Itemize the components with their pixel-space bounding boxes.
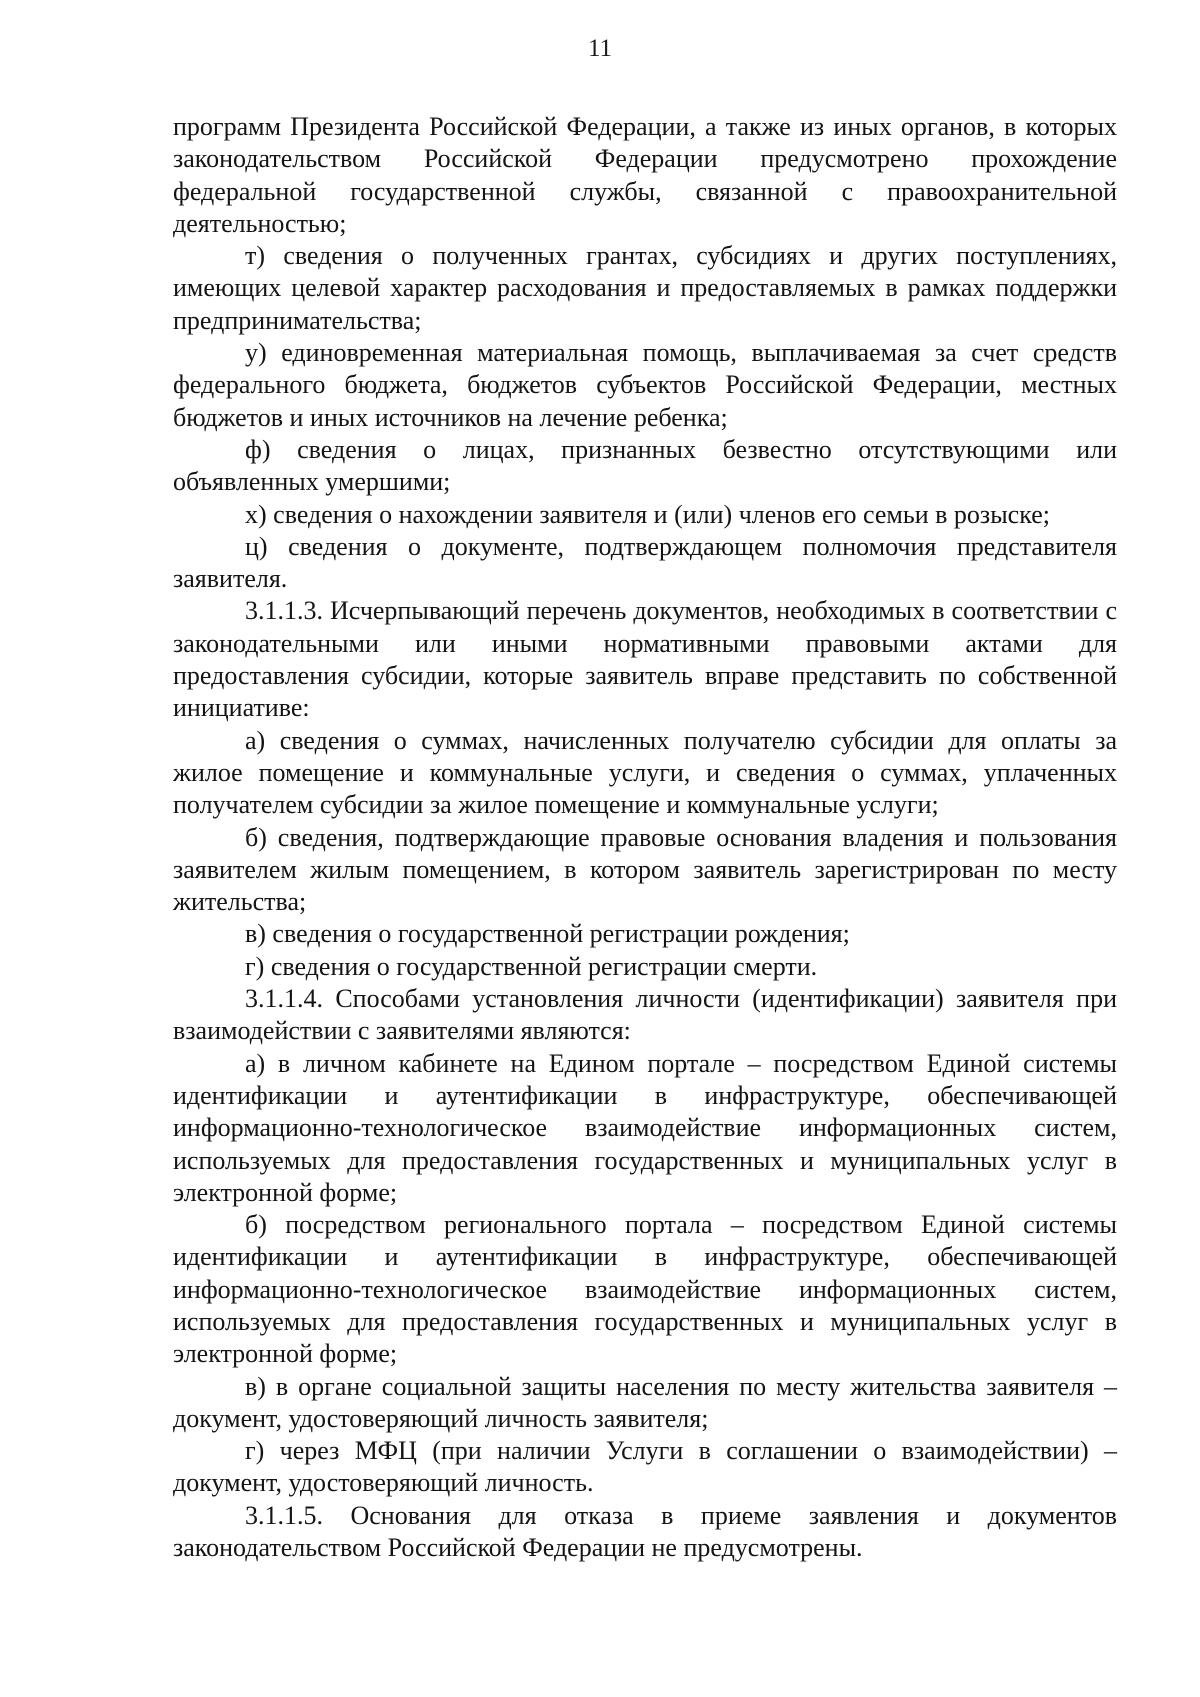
paragraph-item-t: т) сведения о полученных грантах, субсидиях и других поступлениях, имеющих целевой характер расходования и предоставляемых в рамках поддержки предпринимательства; bbox=[173, 241, 1117, 335]
document-body bbox=[173, 111, 1117, 1564]
paragraph-item-v-identification: в) в органе социальной защиты населения по месту жительства заявителя – документ, удостоверяющий личность заявителя; bbox=[173, 1371, 1117, 1433]
paragraph-item-g-identification: г) через МФЦ (при наличии Услуги в соглашении о взаимодействии) – документ, удостоверяющий личность. bbox=[173, 1436, 1117, 1498]
section-3-1-1-5: 3.1.1.5. Основания для отказа в приеме заявления и документов законодательством Российской Федерации не предусмотрены. bbox=[173, 1500, 1117, 1563]
paragraph-item-a-identification: а) в личном кабинете на Едином портале – посредством Единой системы идентификации и аутентификации в инфраструктуре, обеспечивающей информационно-технологическое взаимодействие информационных систем, используемых для предоставления государственных и муниципальных услуг в электронной форме; bbox=[173, 1048, 1117, 1207]
paragraph-item-v: в) сведения о государственной регистрации рождения; bbox=[245, 919, 850, 949]
paragraph-item-b-identification: б) посредством регионального портала – посредством Единой системы идентификации и аутентификации в инфраструктуре, обеспечивающей информационно-технологическое взаимодействие информационных систем, используемых для предоставления государственных и муниципальных услуг в электронной форме; bbox=[173, 1210, 1117, 1369]
paragraph-item-ts: ц) сведения о документе, подтверждающем полномочия представителя заявителя. bbox=[173, 531, 1117, 594]
paragraph-item-u: у) единовременная материальная помощь, выплачиваемая за счет средств федерального бюджета, бюджетов субъектов Российской Федерации, местных бюджетов и иных источников на лечение ребенка; bbox=[173, 338, 1117, 432]
paragraph-continuation: программ Президента Российской Федерации, а также из иных органов, в которых законодательством Российской Федерации предусмотрено прохождение федеральной государственной службы, связанной с правоохранительной деятельностью; bbox=[173, 112, 1117, 238]
paragraph-item-g: г) сведения о государственной регистрации смерти. bbox=[245, 951, 818, 981]
section-3-1-1-3: 3.1.1.3. Исчерпывающий перечень документов, необходимых в соответствии с законодательными или иными нормативными правовыми актами для предоставления субсидии, которые заявитель вправе представить по собственной инициативе: bbox=[173, 596, 1117, 723]
page-number: 11 bbox=[587, 35, 613, 62]
paragraph-item-b: б) сведения, подтверждающие правовые основания владения и пользования заявителем жилым помещением, в котором заявитель зарегистрирован по месту жительства; bbox=[173, 822, 1117, 917]
paragraph-item-a: а) сведения о суммах, начисленных получателю субсидии для оплаты за жилое помещение и коммунальные услуги, и сведения о суммах, уплаченных получателем субсидии за жилое помещение и коммунальные услуги; bbox=[173, 725, 1117, 820]
section-3-1-1-4: 3.1.1.4. Способами установления личности (идентификации) заявителя при взаимодействии с заявителями являются: bbox=[173, 984, 1117, 1046]
paragraph-item-kh: х) сведения о нахождении заявителя и (или) членов его семьи в розыске; bbox=[245, 499, 1050, 529]
paragraph-item-f: ф) сведения о лицах, признанных безвестно отсутствующими или объявленных умершими; bbox=[173, 434, 1117, 497]
